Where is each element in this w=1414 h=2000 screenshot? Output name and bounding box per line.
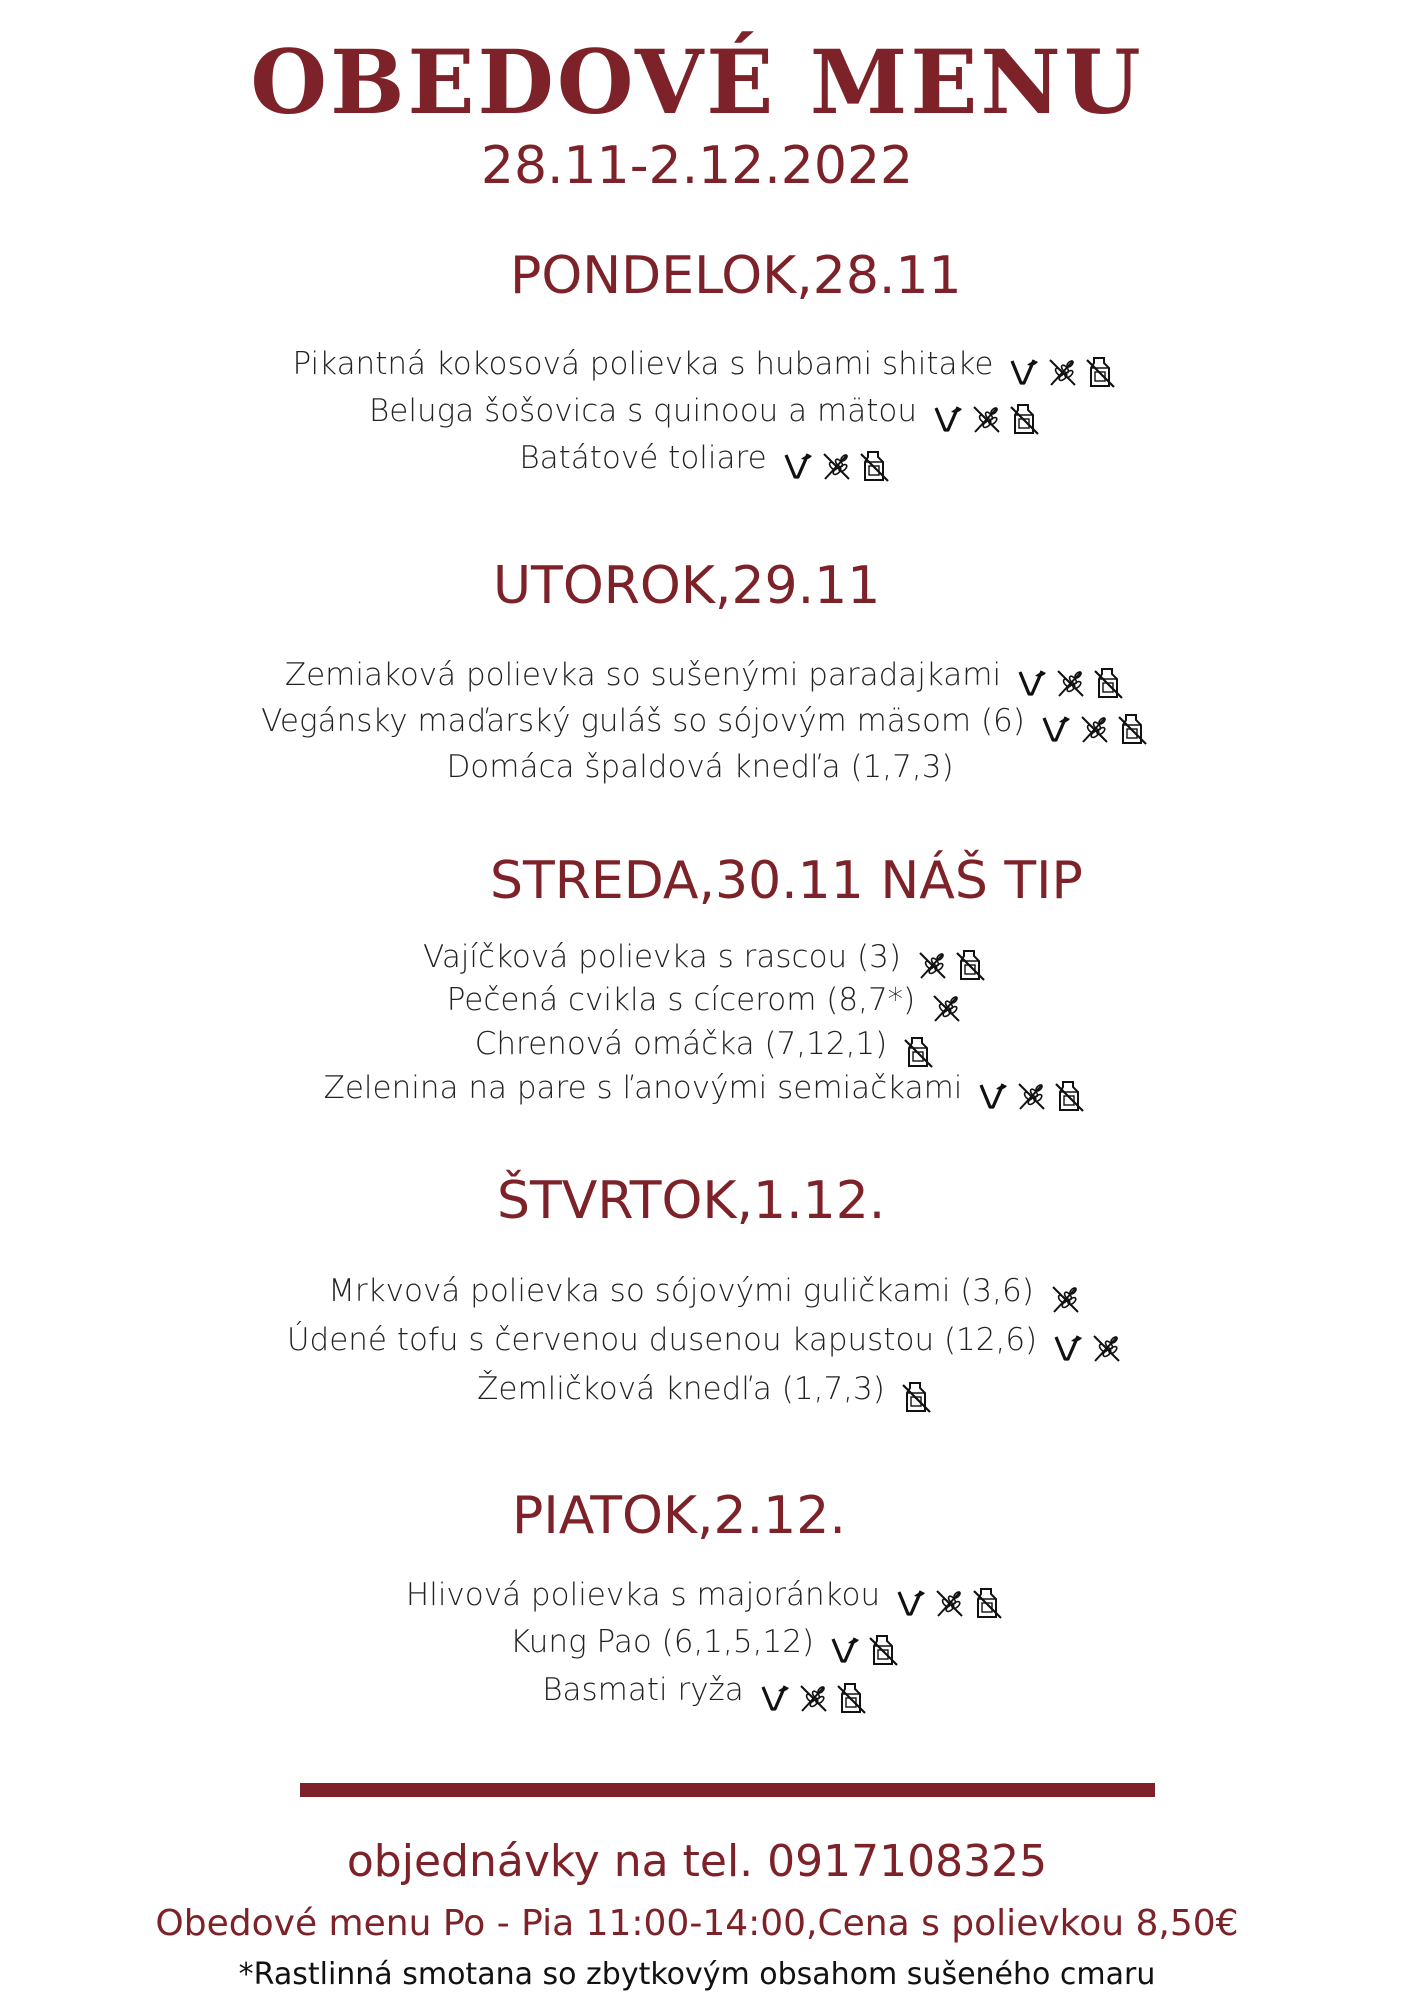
diet-icons bbox=[899, 1380, 937, 1414]
diet-icons bbox=[1051, 1331, 1127, 1365]
vegan-icon bbox=[1007, 352, 1045, 388]
gluten-free-icon bbox=[1053, 663, 1091, 699]
menu-item-text: Zelenina na pare s ľanovými semiačkami bbox=[323, 1070, 963, 1106]
vegan-icon bbox=[758, 1678, 796, 1714]
menu-item bbox=[0, 1577, 1414, 1620]
menu-item bbox=[0, 939, 1414, 982]
gluten-free-icon bbox=[1077, 709, 1115, 745]
vegan-icon bbox=[828, 1630, 866, 1666]
menu-item-text: Domáca špaldová knedľa (1,7,3) bbox=[446, 749, 954, 785]
gluten-free-icon bbox=[1014, 1076, 1052, 1112]
menu-item bbox=[0, 1026, 1414, 1069]
diet-icons bbox=[929, 991, 967, 1025]
menu-item-text: Údené tofu s červenou dusenou kapustou (12,6) bbox=[286, 1322, 1038, 1358]
menu-item-text: Vegánsky maďarský guláš so sójovým mäsom (6) bbox=[261, 703, 1025, 739]
gluten-free-icon bbox=[819, 446, 857, 482]
diet-icons bbox=[915, 948, 991, 982]
dairy-free-icon bbox=[1115, 709, 1153, 745]
diet-icons bbox=[1039, 712, 1153, 746]
menu-item bbox=[0, 1672, 1414, 1715]
menu-item bbox=[0, 1322, 1414, 1365]
order-contact: objednávky na tel. 0917108325 bbox=[346, 1836, 1048, 1887]
menu-item bbox=[0, 1624, 1414, 1667]
day-heading-tuesday: UTOROK,29.11 bbox=[493, 556, 881, 616]
menu-item bbox=[0, 1371, 1414, 1414]
divider-bar bbox=[300, 1783, 1155, 1797]
diet-icons bbox=[1048, 1282, 1086, 1316]
gluten-free-icon bbox=[915, 945, 953, 981]
menu-item-text: Mrkvová polievka so sójovými guličkami (3,6) bbox=[328, 1273, 1034, 1309]
dairy-free-icon bbox=[866, 1630, 904, 1666]
vegan-icon bbox=[1039, 709, 1077, 745]
day-heading-monday: PONDELOK,28.11 bbox=[510, 246, 962, 306]
menu-item-text: Kung Pao (6,1,5,12) bbox=[509, 1624, 815, 1660]
menu-item bbox=[0, 1273, 1414, 1316]
dairy-free-icon bbox=[899, 1377, 937, 1413]
gluten-free-icon bbox=[1089, 1328, 1127, 1364]
diet-icons bbox=[894, 1586, 1008, 1620]
menu-item-text: Chrenová omáčka (7,12,1) bbox=[474, 1026, 888, 1062]
gluten-free-icon bbox=[932, 1583, 970, 1619]
vegan-icon bbox=[1015, 663, 1053, 699]
menu-item-text: Basmati ryža bbox=[542, 1672, 744, 1708]
menu-item-text: Pikantná kokosová polievka s hubami shitake bbox=[292, 346, 994, 382]
menu-item bbox=[0, 982, 1414, 1025]
dairy-free-icon bbox=[901, 1032, 939, 1068]
diet-icons bbox=[931, 402, 1045, 436]
menu-item bbox=[0, 393, 1414, 436]
menu-item bbox=[0, 657, 1414, 700]
dairy-free-icon bbox=[970, 1583, 1008, 1619]
dairy-free-icon bbox=[857, 446, 895, 482]
day-heading-wednesday: STREDA,30.11 NÁŠ TIP bbox=[490, 851, 1083, 911]
menu-item-text: Pečená cvikla s cícerom (8,7*) bbox=[446, 982, 916, 1018]
dairy-free-icon bbox=[1083, 352, 1121, 388]
dairy-free-icon bbox=[834, 1678, 872, 1714]
diet-icons bbox=[828, 1633, 904, 1667]
menu-item bbox=[0, 440, 1414, 483]
vegan-icon bbox=[976, 1076, 1014, 1112]
diet-icons bbox=[758, 1681, 872, 1715]
menu-item-text: Vajíčková polievka s rascou (3) bbox=[423, 939, 901, 975]
gluten-free-icon bbox=[796, 1678, 834, 1714]
menu-item bbox=[0, 346, 1414, 389]
diet-icons bbox=[976, 1079, 1090, 1113]
menu-item bbox=[0, 703, 1414, 746]
diet-icons bbox=[1007, 355, 1121, 389]
dairy-free-icon bbox=[1007, 399, 1045, 435]
dairy-free-icon bbox=[1091, 663, 1129, 699]
menu-item bbox=[0, 1070, 1414, 1113]
menu-item-text: Zemiaková polievka so sušenými paradajkami bbox=[284, 657, 1002, 693]
diet-icons bbox=[901, 1035, 939, 1069]
gluten-free-icon bbox=[929, 988, 967, 1024]
day-heading-thursday: ŠTVRTOK,1.12. bbox=[497, 1171, 886, 1231]
vegan-icon bbox=[781, 446, 819, 482]
gluten-free-icon bbox=[1045, 352, 1083, 388]
dairy-free-icon bbox=[1052, 1076, 1090, 1112]
menu-item-text: Hlivová polievka s majoránkou bbox=[405, 1577, 881, 1613]
menu-item-text: Žemličková knedľa (1,7,3) bbox=[477, 1371, 885, 1407]
menu-item bbox=[0, 749, 1414, 785]
footnote: *Rastlinná smotana so zbytkovým obsahom sušeného cmaru bbox=[238, 1957, 1156, 1992]
menu-title: OBEDOVÉ MENU bbox=[250, 30, 1144, 134]
menu-item-text: Beluga šošovica s quinoou a mätou bbox=[368, 393, 917, 429]
menu-item-text: Batátové toliare bbox=[519, 440, 767, 476]
menu-dates: 28.11-2.12.2022 bbox=[480, 136, 914, 196]
diet-icons bbox=[1015, 666, 1129, 700]
vegan-icon bbox=[1051, 1328, 1089, 1364]
vegan-icon bbox=[894, 1583, 932, 1619]
gluten-free-icon bbox=[969, 399, 1007, 435]
day-heading-friday: PIATOK,2.12. bbox=[512, 1486, 846, 1546]
dairy-free-icon bbox=[953, 945, 991, 981]
opening-hours-price: Obedové menu Po - Pia 11:00-14:00,Cena s polievkou 8,50€ bbox=[155, 1903, 1239, 1944]
gluten-free-icon bbox=[1048, 1279, 1086, 1315]
diet-icons bbox=[781, 449, 895, 483]
vegan-icon bbox=[931, 399, 969, 435]
